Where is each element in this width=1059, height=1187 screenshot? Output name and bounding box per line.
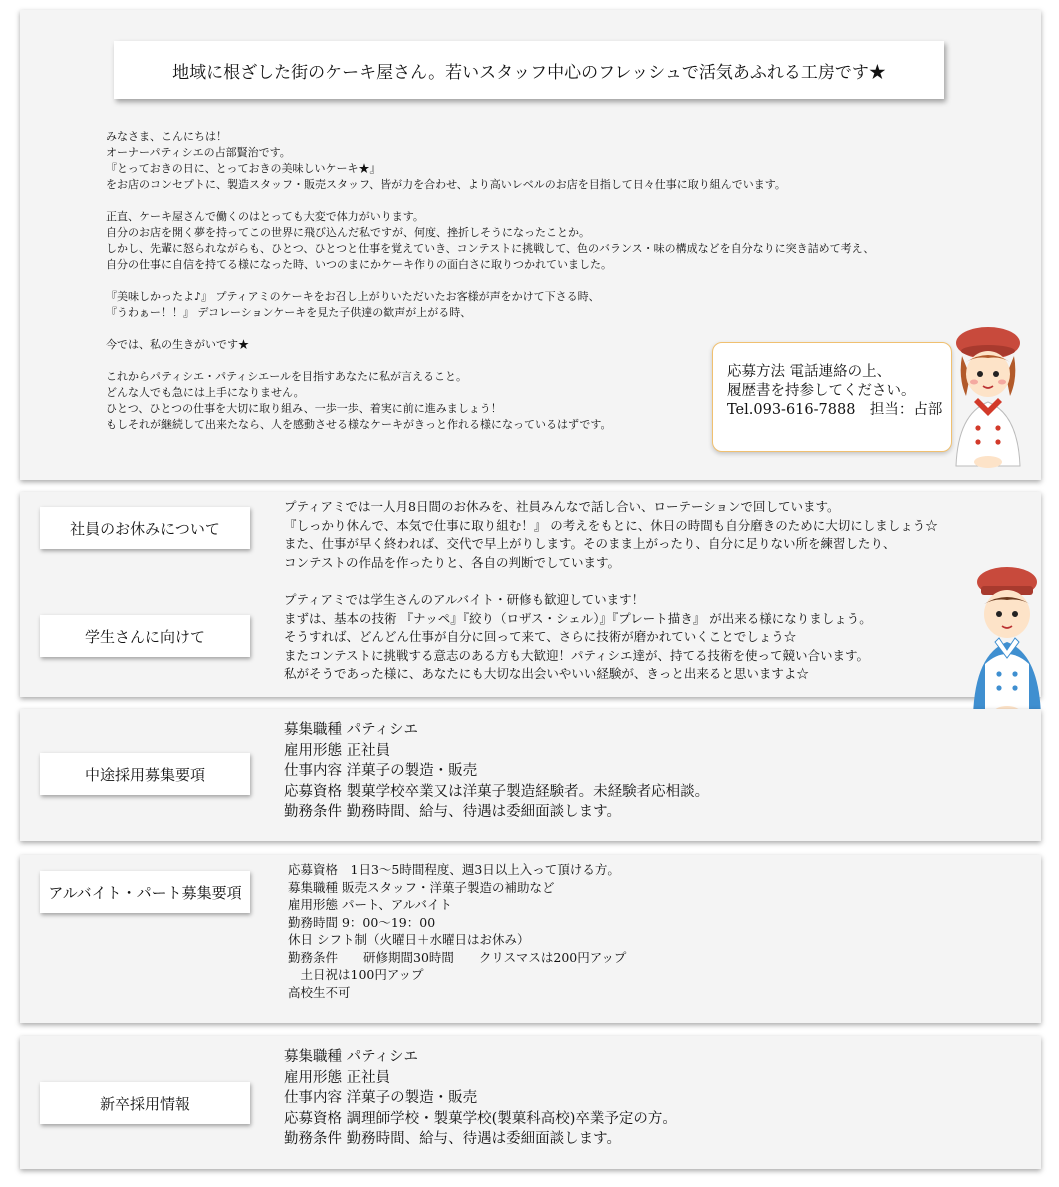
holidays-line: 『しっかり休んで、本気で仕事に取り組む！』 の考えをもとに、休日の時間も自分磨きのために大切にしましょう☆ — [284, 517, 938, 533]
message-line: オーナーパティシエの占部賢治です。 — [106, 146, 291, 159]
message-line: これからパティシエ・パティシエールを目指すあなたに私が言えること。 — [106, 370, 468, 383]
midcareer-label: 中途採用募集要項 — [40, 753, 250, 795]
parttime-line: 高校生不可 — [288, 984, 351, 1000]
newgrad-panel — [20, 1036, 1041, 1169]
parttime-line: 雇用形態 パート、アルバイト — [288, 897, 452, 912]
message-line: をお店のコンセプトに、製造スタッフ・販売スタッフ、皆が力を合わせ、より高いレベルのお店を目指して日々仕事に取り組んでいます。 — [106, 178, 786, 191]
parttime-line: 応募資格 1日3～5時間程度、週3日以上入って頂ける方。 — [288, 862, 620, 877]
parttime-line: 勤務条件 研修期間30時間 クリスマスは200円アップ — [288, 949, 627, 965]
parttime-line: 勤務時間 9：00～19：00 — [288, 914, 436, 930]
message-line: みなさま、こんにちは！ — [106, 130, 227, 143]
students-label: 学生さんに向けて — [40, 615, 250, 657]
newgrad-line: 仕事内容 洋菓子の製造・販売 — [284, 1090, 478, 1106]
message-line: 『うわぁー！！』 デコレーションケーキを見た子供達の歓声が上がる時、 — [106, 306, 472, 319]
parttime-details — [288, 861, 626, 1001]
message-paragraph — [106, 129, 986, 193]
parttime-panel — [20, 855, 1041, 1023]
female-chef-icon — [940, 318, 1035, 470]
students-line: またコンテストに挑戦する意志のある方も大歓迎！パティシエ達が、持てる技術を使って競い合います。 — [284, 647, 870, 663]
parttime-label: アルバイト・パート募集要項 — [40, 871, 250, 913]
parttime-line: 募集職種 販売スタッフ・洋菓子製造の補助など — [288, 879, 555, 895]
students-line: 私がそうであった様に、あなたにも大切な出会いやいい経験が、きっと出来ると思いますよ☆ — [284, 666, 809, 681]
message-line: 『とっておきの日に、とっておきの美味しいケーキ★』 — [106, 162, 381, 175]
newgrad-line: 雇用形態 正社員 — [284, 1069, 391, 1086]
message-line: 自分の仕事に自信を持てる様になった時、いつのまにかケーキ作りの面白さに取りつかれていました。 — [106, 258, 612, 271]
newgrad-label: 新卒採用情報 — [40, 1082, 250, 1124]
holidays-line: コンテストの作品を作ったりと、各自の判断でしています。 — [284, 554, 621, 570]
midcareer-line: 仕事内容 洋菓子の製造・販売 — [284, 763, 478, 779]
parttime-line: 土日祝は100円アップ — [288, 967, 424, 982]
parttime-line: 休日 シフト制（火曜日＋水曜日はお休み） — [288, 932, 530, 947]
message-line: 自分のお店を開く夢を持ってこの世界に飛び込んだ私ですが、何度、挫折しそうになったことか。 — [106, 226, 590, 239]
message-line: ひとつ、ひとつの仕事を大切に取り組み、一歩一歩、着実に前に進みましょう！ — [106, 402, 502, 415]
message-line: 正直、ケーキ屋さんで働くのはとっても大変で体力がいります。 — [106, 210, 424, 223]
midcareer-panel — [20, 709, 1041, 841]
apply-method: 応募方法 電話連絡の上、 — [727, 364, 892, 380]
midcareer-line: 雇用形態 正社員 — [284, 742, 391, 759]
message-line: 『美味しかったよ♪』 プティアミのケーキをお召し上がりいただいたお客様が声をかけて下さる時、 — [106, 290, 600, 303]
midcareer-details — [284, 720, 709, 823]
message-paragraph — [106, 289, 986, 321]
holidays-text — [284, 498, 938, 572]
holidays-line: また、仕事が早く終われば、交代で早上がりします。そのまま上がったり、自分に足りない所を練習したり、 — [284, 536, 896, 551]
apply-info-box — [712, 342, 952, 452]
message-line: しかし、先輩に怒られながらも、ひとつ、ひとつと仕事を覚えていき、コンテストに挑戦して、色のバランス・味の構成などを自分なりに突き詰めて考え、 — [106, 242, 875, 255]
holidays-label: 社員のお休みについて — [40, 507, 250, 549]
apply-phone-contact[interactable]: Tel.093-616-7888 担当：占部 — [727, 402, 943, 418]
students-text — [284, 591, 872, 684]
page-headline: 地域に根ざした街のケーキ屋さん。若いスタッフ中心のフレッシュで活気あふれる工房です★ — [114, 41, 944, 99]
newgrad-details — [284, 1047, 677, 1150]
holidays-line: プティアミでは一人月8日間のお休みを、社員みんなで話し合い、ローテーションで回しています。 — [284, 499, 840, 514]
message-line: どんな人でも急には上手になりません。 — [106, 386, 305, 399]
male-chef-icon — [967, 564, 1047, 722]
newgrad-line: 勤務条件 勤務時間、給与、待遇は委細面談します。 — [284, 1131, 621, 1147]
students-line: そうすれば、どんどん仕事が自分に回って来て、さらに技術が磨かれていくことでしょう☆ — [284, 629, 797, 644]
newgrad-line: 応募資格 調理師学校・製菓学校(製菓科高校)卒業予定の方。 — [284, 1110, 677, 1127]
holidays-students-panel — [20, 492, 1041, 697]
midcareer-line: 募集職種 パティシエ — [284, 722, 418, 738]
students-line: まずは、基本の技術 『ナッペ』『絞り（ロザス・シェル）』『プレート描き』 が出来る様になりましょう。 — [284, 610, 872, 626]
apply-instructions: 履歴書を持参してください。 — [727, 383, 916, 399]
intro-panel — [20, 10, 1041, 480]
newgrad-line: 募集職種 パティシエ — [284, 1049, 418, 1065]
students-line: プティアミでは学生さんのアルバイト・研修も歓迎しています！ — [284, 592, 645, 607]
message-paragraph — [106, 209, 986, 273]
midcareer-line: 勤務条件 勤務時間、給与、待遇は委細面談します。 — [284, 804, 621, 820]
message-line: 今では、私の生きがいです★ — [106, 338, 249, 351]
message-line: もしそれが継続して出来たなら、人を感動させる様なケーキがきっと作れる様になっているはずです。 — [106, 418, 612, 431]
midcareer-line: 応募資格 製菓学校卒業又は洋菓子製造経験者。未経験者応相談。 — [284, 783, 710, 800]
